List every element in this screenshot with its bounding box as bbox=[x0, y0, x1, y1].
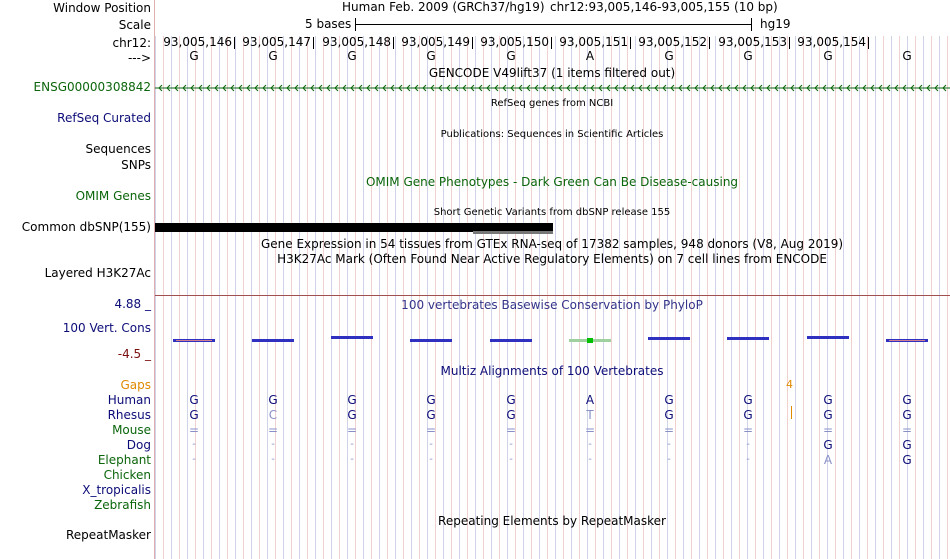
grid-line bbox=[931, 36, 932, 559]
grid-line bbox=[355, 36, 356, 559]
scale-label: Scale bbox=[118, 18, 151, 32]
coordinate-tick bbox=[234, 37, 235, 49]
grid-line bbox=[755, 36, 756, 559]
alignment-base-human: A bbox=[585, 393, 595, 407]
alignment-base-elephant: - bbox=[271, 454, 275, 465]
gencode-feature-line[interactable] bbox=[155, 82, 950, 94]
grid-line bbox=[307, 36, 308, 559]
grid-line bbox=[283, 36, 284, 559]
grid-line bbox=[835, 36, 836, 559]
phylop-bar bbox=[807, 336, 849, 339]
phylop-negative-mark bbox=[889, 340, 925, 341]
coordinate-tick bbox=[868, 37, 869, 49]
vert-cons-track-label[interactable]: 100 Vert. Cons bbox=[62, 321, 151, 335]
omim-track-label[interactable]: OMIM Genes bbox=[75, 189, 151, 203]
alignment-base-rhesus: G bbox=[506, 408, 516, 422]
grid-line bbox=[859, 36, 860, 559]
alignment-base-dog: - bbox=[192, 439, 196, 450]
reference-base: G bbox=[902, 49, 912, 63]
browser-image[interactable] bbox=[155, 0, 950, 559]
grid-line bbox=[235, 36, 236, 559]
coordinate-label: 93,005,146 bbox=[163, 35, 232, 49]
alignment-base-mouse: = bbox=[901, 423, 913, 437]
h3k27ac-track-label[interactable]: Layered H3K27Ac bbox=[44, 266, 151, 280]
track-labels-panel bbox=[0, 0, 155, 559]
grid-line bbox=[243, 36, 244, 559]
alignment-base-human: G bbox=[268, 393, 278, 407]
alignment-base-human: G bbox=[426, 393, 436, 407]
alignment-base-elephant: A bbox=[823, 453, 833, 467]
grid-line bbox=[163, 36, 164, 559]
alignment-base-dog: G bbox=[823, 438, 833, 452]
grid-line bbox=[315, 36, 316, 559]
grid-line bbox=[371, 36, 372, 559]
alignment-base-rhesus: G bbox=[743, 408, 753, 422]
window-position-label: Window Position bbox=[53, 1, 151, 15]
phylop-top-border bbox=[155, 295, 950, 296]
alignment-base-dog: - bbox=[588, 439, 592, 450]
grid-line bbox=[843, 36, 844, 559]
alignment-base-dog: G bbox=[902, 438, 912, 452]
coordinate-label: 93,005,153 bbox=[718, 35, 787, 49]
alignment-base-human: G bbox=[347, 393, 357, 407]
coordinate-tick bbox=[551, 37, 552, 49]
grid-line bbox=[795, 36, 796, 559]
alignment-base-rhesus: G bbox=[823, 408, 833, 422]
grid-line bbox=[915, 36, 916, 559]
reference-base: G bbox=[664, 49, 674, 63]
coordinate-tick bbox=[393, 37, 394, 49]
grid-line bbox=[379, 36, 380, 559]
grid-line bbox=[819, 36, 820, 559]
grid-line bbox=[739, 36, 740, 559]
phylop-title: 100 vertebrates Basewise Conservation by PhyloP bbox=[401, 298, 703, 312]
alignment-base-elephant: - bbox=[350, 454, 354, 465]
alignment-base-mouse: = bbox=[346, 423, 358, 437]
alignment-base-human: G bbox=[189, 393, 199, 407]
alignment-base-elephant: - bbox=[429, 454, 433, 465]
alignment-base-human: G bbox=[823, 393, 833, 407]
phylop-bar bbox=[490, 339, 532, 342]
phylop-bar bbox=[252, 339, 294, 342]
alignment-base-rhesus: G bbox=[189, 408, 199, 422]
grid-line bbox=[779, 36, 780, 559]
species-rhesus-label: Rhesus bbox=[107, 408, 151, 422]
phylop-bar bbox=[410, 339, 452, 342]
grid-line bbox=[155, 36, 156, 559]
scale-text: 5 bases bbox=[305, 17, 352, 31]
dbsnp-title: Short Genetic Variants from dbSNP release 155 bbox=[433, 207, 671, 218]
grid-line bbox=[867, 36, 868, 559]
grid-line bbox=[731, 36, 732, 559]
coordinate-label: 93,005,148 bbox=[322, 35, 391, 49]
gap-marker: 4 bbox=[786, 378, 793, 391]
ensg-track-label[interactable]: ENSG00000308842 bbox=[33, 80, 151, 94]
alignment-base-dog: - bbox=[509, 439, 513, 450]
reference-base: G bbox=[506, 49, 516, 63]
publications-title: Publications: Sequences in Scientific Articles bbox=[440, 129, 664, 140]
alignment-base-mouse: = bbox=[584, 423, 596, 437]
alignment-base-mouse: = bbox=[822, 423, 834, 437]
coordinate-label: 93,005,152 bbox=[638, 35, 707, 49]
grid-line bbox=[187, 36, 188, 559]
grid-line bbox=[331, 36, 332, 559]
grid-line bbox=[267, 36, 268, 559]
species-human-label: Human bbox=[107, 393, 151, 407]
alignment-base-dog: - bbox=[746, 439, 750, 450]
species-elephant-label: Elephant bbox=[97, 453, 151, 467]
gtex-title: Gene Expression in 54 tissues from GTEx RNA-seq of 17382 samples, 948 donors (V8, Aug 2019) bbox=[260, 237, 844, 251]
alignment-base-human: G bbox=[664, 393, 674, 407]
species-xtrop-label: X_tropicalis bbox=[82, 483, 151, 497]
grid-line bbox=[227, 36, 228, 559]
coordinate-tick bbox=[630, 37, 631, 49]
grid-line bbox=[883, 36, 884, 559]
species-mouse-label: Mouse bbox=[112, 423, 151, 437]
grid-line bbox=[907, 36, 908, 559]
alignment-base-dog: - bbox=[271, 439, 275, 450]
grid-line bbox=[771, 36, 772, 559]
phylop-highlight-base bbox=[587, 338, 593, 343]
coordinate-tick bbox=[313, 37, 314, 49]
reference-base: G bbox=[347, 49, 357, 63]
phylop-bar bbox=[331, 336, 373, 339]
grid-line bbox=[395, 36, 396, 559]
gaps-label: Gaps bbox=[120, 378, 151, 392]
alignment-base-rhesus: G bbox=[664, 408, 674, 422]
phylop-min-label: -4.5 _ bbox=[117, 347, 151, 361]
snps-track-label[interactable]: SNPs bbox=[121, 158, 151, 172]
grid-line bbox=[363, 36, 364, 559]
phylop-bar bbox=[648, 337, 690, 340]
dbsnp-track-label[interactable]: Common dbSNP(155) bbox=[21, 220, 151, 234]
grid-line bbox=[899, 36, 900, 559]
grid-line bbox=[787, 36, 788, 559]
phylop-max-label: 4.88 _ bbox=[114, 297, 151, 311]
grid-line bbox=[299, 36, 300, 559]
grid-line bbox=[211, 36, 212, 559]
coordinate-tick bbox=[789, 37, 790, 49]
dbsnp-feature-shade bbox=[473, 231, 553, 234]
alignment-base-human: G bbox=[743, 393, 753, 407]
omim-title: OMIM Gene Phenotypes - Dark Green Can Be Disease-causing bbox=[365, 175, 739, 189]
alignment-base-mouse: = bbox=[742, 423, 754, 437]
position-title: chr12:93,005,146-93,005,155 (10 bp) bbox=[550, 0, 778, 14]
scale-db: hg19 bbox=[760, 17, 791, 31]
alignment-base-mouse: = bbox=[188, 423, 200, 437]
coordinate-label: 93,005,151 bbox=[559, 35, 628, 49]
coordinate-label: 93,005,150 bbox=[480, 35, 549, 49]
grid-line bbox=[803, 36, 804, 559]
grid-line bbox=[339, 36, 340, 559]
grid-line bbox=[219, 36, 220, 559]
alignment-base-elephant: - bbox=[192, 454, 196, 465]
multiz-title: Multiz Alignments of 100 Vertebrates bbox=[440, 364, 664, 378]
coordinate-tick bbox=[709, 37, 710, 49]
repeatmasker-track-label[interactable]: RepeatMasker bbox=[65, 528, 151, 542]
alignment-base-dog: - bbox=[350, 439, 354, 450]
scale-bar-left-tick bbox=[355, 18, 356, 31]
grid-line bbox=[291, 36, 292, 559]
alignment-base-mouse: = bbox=[267, 423, 279, 437]
coordinate-label: 93,005,154 bbox=[797, 35, 866, 49]
grid-line bbox=[875, 36, 876, 559]
grid-line bbox=[763, 36, 764, 559]
scale-bar-right-tick bbox=[751, 18, 752, 31]
alignment-base-human: G bbox=[902, 393, 912, 407]
refseq-title: RefSeq genes from NCBI bbox=[490, 98, 614, 109]
grid-line bbox=[387, 36, 388, 559]
alignment-base-elephant: - bbox=[588, 454, 592, 465]
alignment-base-rhesus: C bbox=[268, 408, 278, 422]
reference-base: G bbox=[189, 49, 199, 63]
grid-line bbox=[939, 36, 940, 559]
phylop-graph[interactable] bbox=[155, 328, 950, 348]
alignment-base-elephant: - bbox=[746, 454, 750, 465]
coordinate-label: 93,005,147 bbox=[242, 35, 311, 49]
alignment-base-human: G bbox=[506, 393, 516, 407]
grid-line bbox=[947, 36, 948, 559]
assembly-title: Human Feb. 2009 (GRCh37/hg19) bbox=[342, 0, 545, 14]
grid-line bbox=[171, 36, 172, 559]
reference-base: G bbox=[823, 49, 833, 63]
alignment-base-mouse: = bbox=[425, 423, 437, 437]
grid-line bbox=[707, 36, 708, 559]
reference-base: A bbox=[585, 49, 595, 63]
alignment-base-rhesus: G bbox=[347, 408, 357, 422]
alignment-base-mouse: = bbox=[505, 423, 517, 437]
grid-line bbox=[715, 36, 716, 559]
coordinate-label: 93,005,149 bbox=[401, 35, 470, 49]
gencode-title: GENCODE V49lift37 (1 items filtered out) bbox=[428, 66, 676, 80]
alignment-base-elephant: - bbox=[667, 454, 671, 465]
grid-line bbox=[811, 36, 812, 559]
species-zebrafish-label: Zebrafish bbox=[94, 498, 151, 512]
grid-line bbox=[747, 36, 748, 559]
sequences-track-label[interactable]: Sequences bbox=[85, 142, 151, 156]
grid-line bbox=[923, 36, 924, 559]
grid-line bbox=[195, 36, 196, 559]
alignment-base-rhesus: G bbox=[902, 408, 912, 422]
phylop-bar bbox=[727, 337, 769, 340]
species-dog-label: Dog bbox=[126, 438, 151, 452]
alignment-base-mouse: = bbox=[663, 423, 675, 437]
grid-line bbox=[251, 36, 252, 559]
grid-line bbox=[851, 36, 852, 559]
grid-line bbox=[323, 36, 324, 559]
grid-line bbox=[259, 36, 260, 559]
refseq-track-label[interactable]: RefSeq Curated bbox=[57, 111, 151, 125]
alignment-base-elephant: - bbox=[509, 454, 513, 465]
alignment-base-rhesus: T bbox=[586, 408, 594, 422]
grid-line bbox=[179, 36, 180, 559]
h3k27ac-title: H3K27Ac Mark (Often Found Near Active Regulatory Elements) on 7 cell lines from ENCODE bbox=[277, 252, 827, 266]
species-chicken-label: Chicken bbox=[103, 468, 151, 482]
scale-bar bbox=[355, 24, 751, 25]
grid-line bbox=[891, 36, 892, 559]
coordinate-tick bbox=[472, 37, 473, 49]
alignment-base-elephant: G bbox=[902, 453, 912, 467]
grid-line bbox=[347, 36, 348, 559]
gap-insertion-bar bbox=[791, 406, 792, 419]
repeatmasker-title: Repeating Elements by RepeatMasker bbox=[438, 514, 666, 528]
strand-arrow-label: ---> bbox=[127, 51, 151, 65]
chrom-label: chr12: bbox=[112, 36, 151, 50]
phylop-negative-mark bbox=[176, 340, 212, 341]
alignment-base-dog: - bbox=[429, 439, 433, 450]
reference-base: G bbox=[426, 49, 436, 63]
alignment-base-dog: - bbox=[667, 439, 671, 450]
grid-line bbox=[723, 36, 724, 559]
alignment-base-rhesus: G bbox=[426, 408, 436, 422]
grid-line bbox=[203, 36, 204, 559]
reference-base: G bbox=[743, 49, 753, 63]
grid-line bbox=[827, 36, 828, 559]
reference-base: G bbox=[268, 49, 278, 63]
grid-line bbox=[275, 36, 276, 559]
